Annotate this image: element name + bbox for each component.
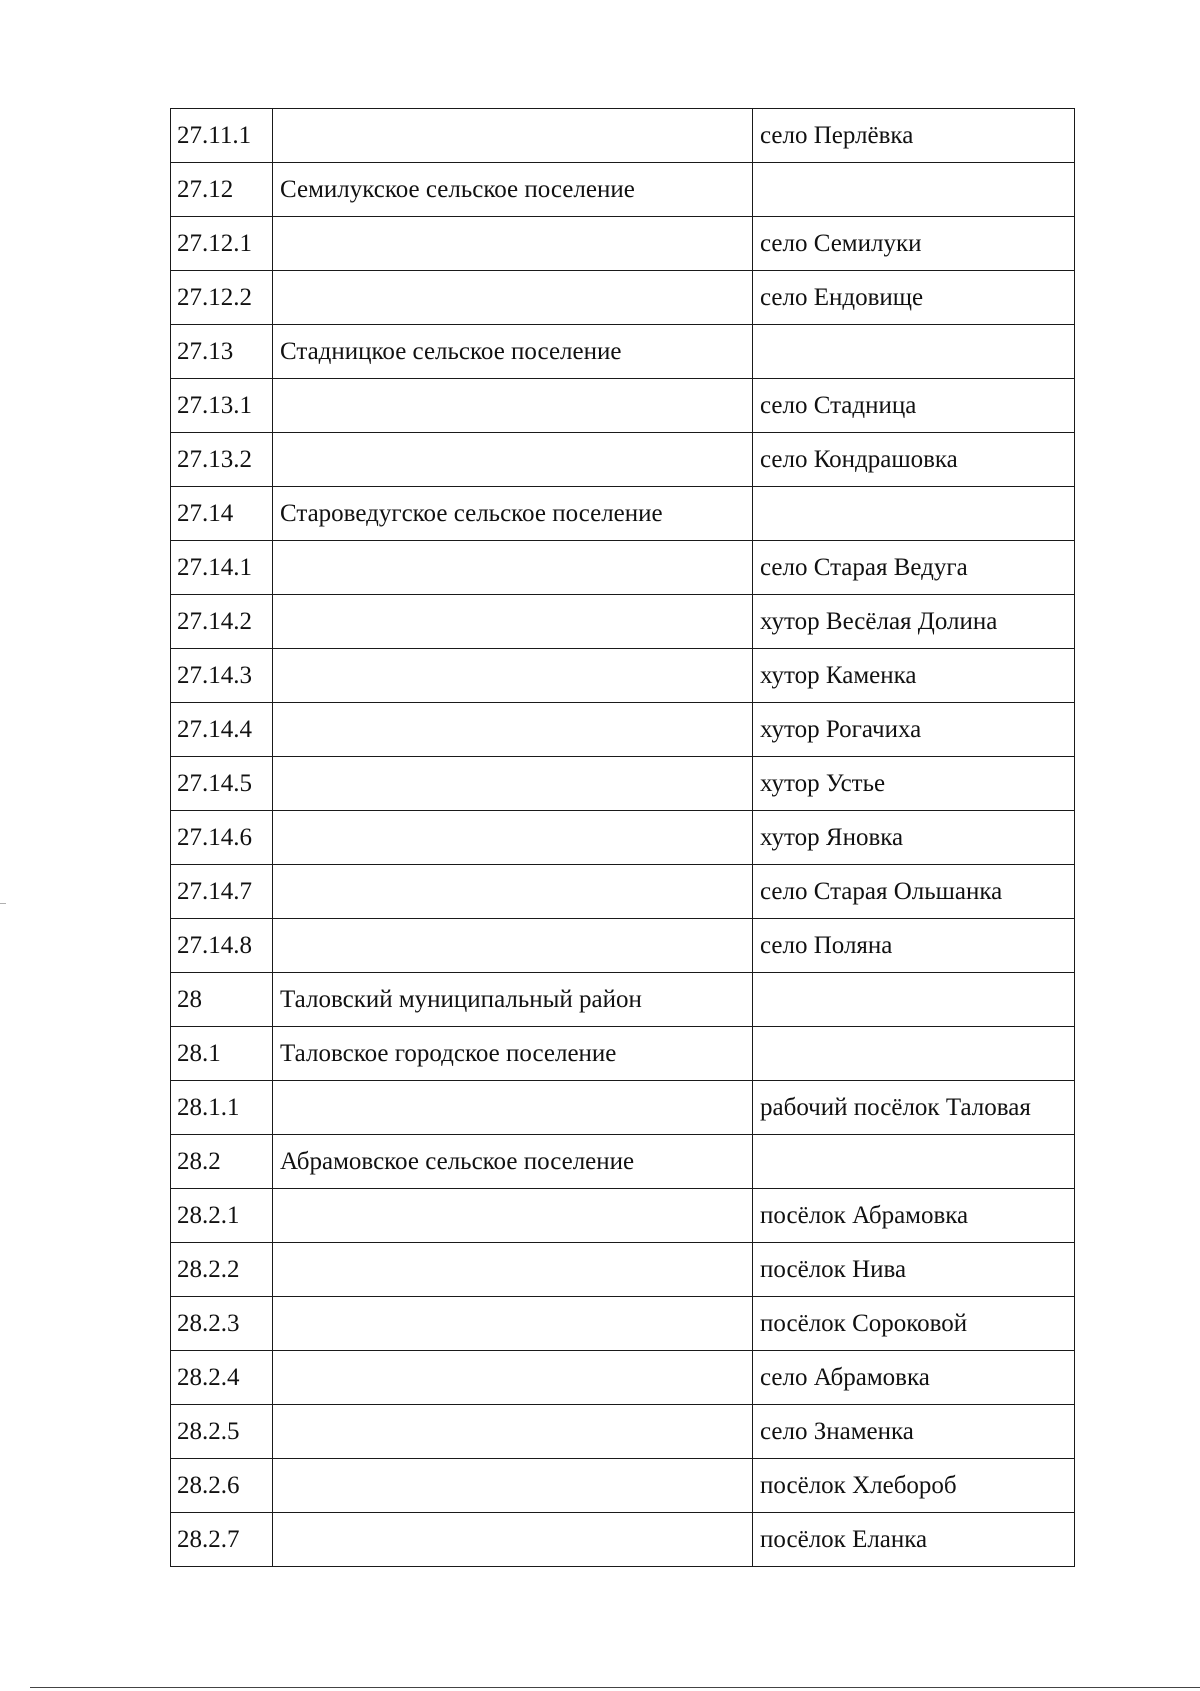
row-number-cell: 28.2.7 <box>171 1513 273 1567</box>
row-number-cell: 28.2.3 <box>171 1297 273 1351</box>
settlement-cell: село Знаменка <box>753 1405 1075 1459</box>
table-row <box>171 1405 1075 1459</box>
settlement-cell: хутор Каменка <box>753 649 1075 703</box>
row-number-cell: 28.1.1 <box>171 1081 273 1135</box>
table-row <box>171 811 1075 865</box>
table-row <box>171 1027 1075 1081</box>
row-number-cell: 27.14.1 <box>171 541 273 595</box>
table-row <box>171 109 1075 163</box>
municipality-cell <box>273 1405 753 1459</box>
settlement-cell <box>753 973 1075 1027</box>
settlement-cell: хутор Весёлая Долина <box>753 595 1075 649</box>
row-number-cell: 27.14.4 <box>171 703 273 757</box>
table-row <box>171 1243 1075 1297</box>
municipality-cell: Стадницкое сельское поселение <box>273 325 753 379</box>
settlement-cell <box>753 163 1075 217</box>
settlement-cell: хутор Рогачиха <box>753 703 1075 757</box>
settlement-cell: село Абрамовка <box>753 1351 1075 1405</box>
row-number-cell: 27.12.1 <box>171 217 273 271</box>
settlement-cell <box>753 325 1075 379</box>
settlement-cell: хутор Устье <box>753 757 1075 811</box>
table-row <box>171 271 1075 325</box>
settlement-cell: село Перлёвка <box>753 109 1075 163</box>
municipality-cell <box>273 109 753 163</box>
row-number-cell: 27.14.2 <box>171 595 273 649</box>
settlement-cell: посёлок Абрамовка <box>753 1189 1075 1243</box>
settlements-table <box>170 108 1075 1567</box>
table-row <box>171 649 1075 703</box>
table-row <box>171 595 1075 649</box>
table-row <box>171 379 1075 433</box>
settlement-cell: посёлок Сороковой <box>753 1297 1075 1351</box>
row-number-cell: 28.2 <box>171 1135 273 1189</box>
row-number-cell: 27.13.1 <box>171 379 273 433</box>
settlement-cell: село Стадница <box>753 379 1075 433</box>
row-number-cell: 27.14.6 <box>171 811 273 865</box>
row-number-cell: 28.2.5 <box>171 1405 273 1459</box>
municipality-cell <box>273 1189 753 1243</box>
table-row <box>171 325 1075 379</box>
row-number-cell: 27.13.2 <box>171 433 273 487</box>
municipality-cell <box>273 865 753 919</box>
municipality-cell <box>273 595 753 649</box>
row-number-cell: 27.14.7 <box>171 865 273 919</box>
row-number-cell: 28 <box>171 973 273 1027</box>
table-row <box>171 865 1075 919</box>
settlement-cell: село Семилуки <box>753 217 1075 271</box>
settlement-cell <box>753 1027 1075 1081</box>
table-row <box>171 541 1075 595</box>
municipality-cell <box>273 1351 753 1405</box>
settlement-cell: село Поляна <box>753 919 1075 973</box>
municipality-cell: Семилукское сельское поселение <box>273 163 753 217</box>
municipality-cell <box>273 919 753 973</box>
row-number-cell: 27.13 <box>171 325 273 379</box>
municipality-cell <box>273 217 753 271</box>
settlement-cell: посёлок Хлебороб <box>753 1459 1075 1513</box>
scan-mark <box>0 903 6 904</box>
table-row <box>171 757 1075 811</box>
municipality-cell <box>273 649 753 703</box>
row-number-cell: 28.2.1 <box>171 1189 273 1243</box>
settlement-cell: село Ендовище <box>753 271 1075 325</box>
municipality-cell: Староведугское сельское поселение <box>273 487 753 541</box>
municipality-cell <box>273 379 753 433</box>
municipality-cell <box>273 811 753 865</box>
table-row <box>171 1081 1075 1135</box>
row-number-cell: 28.2.4 <box>171 1351 273 1405</box>
settlement-cell: хутор Яновка <box>753 811 1075 865</box>
municipality-cell <box>273 703 753 757</box>
row-number-cell: 27.14.8 <box>171 919 273 973</box>
row-number-cell: 28.1 <box>171 1027 273 1081</box>
settlement-cell <box>753 487 1075 541</box>
settlement-cell: село Кондрашовка <box>753 433 1075 487</box>
settlement-cell: село Старая Ведуга <box>753 541 1075 595</box>
row-number-cell: 27.14.3 <box>171 649 273 703</box>
table-row <box>171 703 1075 757</box>
municipality-cell <box>273 1513 753 1567</box>
table-row <box>171 919 1075 973</box>
row-number-cell: 27.11.1 <box>171 109 273 163</box>
settlement-cell <box>753 1135 1075 1189</box>
table-row <box>171 163 1075 217</box>
page-bottom-rule <box>30 1687 1200 1688</box>
table-row <box>171 973 1075 1027</box>
municipality-cell <box>273 271 753 325</box>
table-row <box>171 217 1075 271</box>
table-row <box>171 1351 1075 1405</box>
municipality-cell <box>273 1081 753 1135</box>
row-number-cell: 27.12.2 <box>171 271 273 325</box>
row-number-cell: 27.14 <box>171 487 273 541</box>
settlement-cell: посёлок Нива <box>753 1243 1075 1297</box>
settlement-cell: село Старая Ольшанка <box>753 865 1075 919</box>
municipality-cell <box>273 1297 753 1351</box>
municipality-cell: Таловское городское поселение <box>273 1027 753 1081</box>
table-row <box>171 1297 1075 1351</box>
row-number-cell: 27.14.5 <box>171 757 273 811</box>
table-row <box>171 1459 1075 1513</box>
municipality-cell: Таловский муниципальный район <box>273 973 753 1027</box>
table-row <box>171 1189 1075 1243</box>
municipality-cell <box>273 541 753 595</box>
row-number-cell: 28.2.2 <box>171 1243 273 1297</box>
row-number-cell: 27.12 <box>171 163 273 217</box>
settlements-table-body <box>171 109 1075 1567</box>
settlement-cell: посёлок Еланка <box>753 1513 1075 1567</box>
municipality-cell <box>273 433 753 487</box>
table-row <box>171 1513 1075 1567</box>
table-row <box>171 1135 1075 1189</box>
municipality-cell <box>273 1459 753 1513</box>
settlement-cell: рабочий посёлок Таловая <box>753 1081 1075 1135</box>
municipality-cell <box>273 1243 753 1297</box>
table-row <box>171 487 1075 541</box>
table-row <box>171 433 1075 487</box>
row-number-cell: 28.2.6 <box>171 1459 273 1513</box>
municipality-cell: Абрамовское сельское поселение <box>273 1135 753 1189</box>
municipality-cell <box>273 757 753 811</box>
